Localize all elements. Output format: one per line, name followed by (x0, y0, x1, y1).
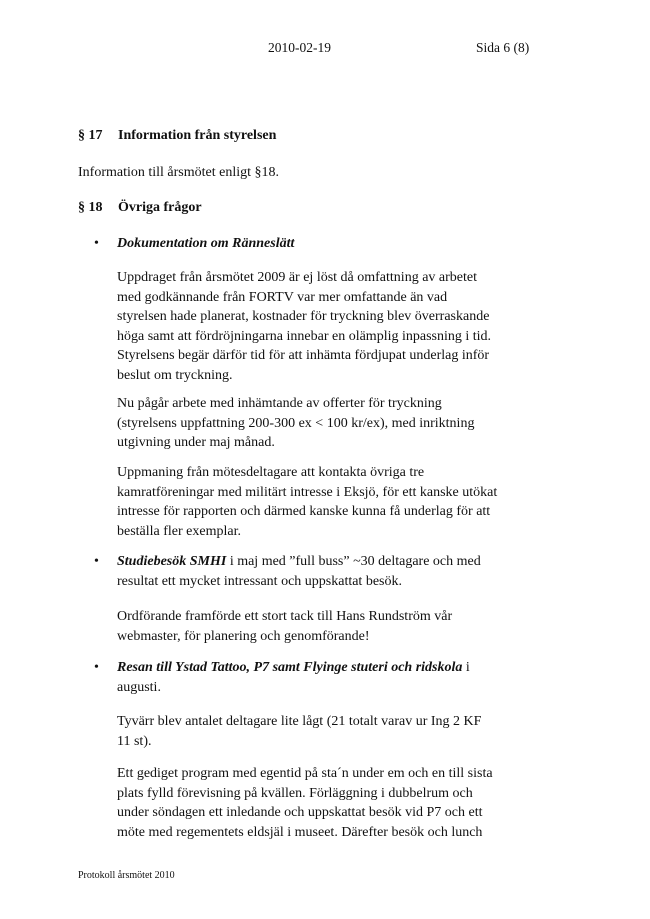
bullet-text (117, 552, 527, 591)
paragraph-line: webmaster, för planering och genomförande! (117, 628, 370, 644)
paragraph-line: intresse för rapporten och därmed kanske kunna få underlag för att (117, 504, 491, 519)
bullet-title: Dokumentation om Ränneslätt (117, 236, 295, 251)
paragraph-line: Uppmaning från mötesdeltagare att kontakta övriga tre (117, 465, 425, 480)
paragraph-line: Uppdraget från årsmötet 2009 är ej löst då omfattning av arbetet (117, 270, 477, 285)
section-17-heading (78, 128, 276, 144)
paragraph (117, 394, 537, 453)
bullet-rest: i (462, 660, 470, 675)
paragraph (117, 268, 537, 385)
paragraph-line: Ett gediget program med egentid på sta´n under em och en till sista (117, 766, 493, 781)
paragraph-line: Nu pågår arbete med inhämtande av offerter för tryckning (117, 396, 442, 411)
paragraph-line: under söndagen ett inledande och uppskattat besök vid P7 och ett (117, 805, 483, 820)
paragraph-line: möte med regementets eldsjäl i museet. Därefter besök och lunch (117, 824, 483, 840)
paragraph-line: kamratföreningar med militärt intresse i Eksjö, för ett kanske utökat (117, 484, 498, 500)
section-17-text: Information till årsmötet enligt §18. (78, 165, 280, 180)
bullet-icon: • (94, 660, 99, 675)
bullet-rest: i maj med ”full buss” ~30 deltagare och med (226, 554, 481, 569)
bullet-title: Studiebesök SMHI (117, 554, 227, 569)
paragraph-line: med godkännande från FORTV var mer omfattande än vad (117, 289, 448, 305)
section-18-title: Övriga frågor (118, 200, 202, 215)
bullet-title: Resan till Ystad Tattoo, P7 samt Flyinge stuteri och ridskola (117, 660, 463, 675)
paragraph-line: 11 st). (117, 733, 152, 749)
paragraph-line: (styrelsens uppfattning 200-300 ex < 100 kr/ex), med inriktning (117, 415, 475, 431)
paragraph-line: beslut om tryckning. (117, 367, 233, 383)
paragraph (117, 607, 537, 646)
section-18-number: § 18 (78, 200, 103, 215)
paragraph-line: Styrelsens begär därför tid för att inhämta fördjupat underlag inför (117, 348, 490, 363)
header-date: 2010-02-19 (268, 40, 331, 55)
paragraph (117, 764, 537, 842)
paragraph-line: utgivning under maj månad. (117, 435, 275, 450)
paragraph-line: styrelsen hade planerat, kostnader för tryckning blev överraskande (117, 309, 490, 324)
paragraph (117, 463, 537, 541)
bullet-icon: • (94, 554, 99, 569)
bullet-icon: • (94, 236, 99, 251)
bullet-text (117, 658, 527, 697)
page-footer: Protokoll årsmötet 2010 (78, 870, 175, 881)
header-page-number: Sida 6 (8) (476, 40, 530, 55)
paragraph-line: höga samt att fördröjningarna innebar en olämplig inpassning i tid. (117, 328, 492, 344)
paragraph-line: Tyvärr blev antalet deltagare lite lågt (21 totalt varav ur Ing 2 KF (117, 714, 482, 729)
paragraph-line: Ordförande framförde ett stort tack till Hans Rundström vår (117, 609, 453, 624)
section-18-heading (78, 200, 202, 216)
paragraph-line: beställa fler exemplar. (117, 523, 241, 539)
paragraph (117, 712, 537, 751)
section-17-number: § 17 (78, 128, 103, 143)
paragraph-line: plats fylld förevisning på kvällen. Förläggning i dubbelrum och (117, 785, 473, 801)
bullet-line-2: resultat ett mycket intressant och uppskattat besök. (117, 573, 402, 589)
section-17-title: Information från styrelsen (118, 128, 277, 143)
bullet-line-2: augusti. (117, 679, 161, 695)
